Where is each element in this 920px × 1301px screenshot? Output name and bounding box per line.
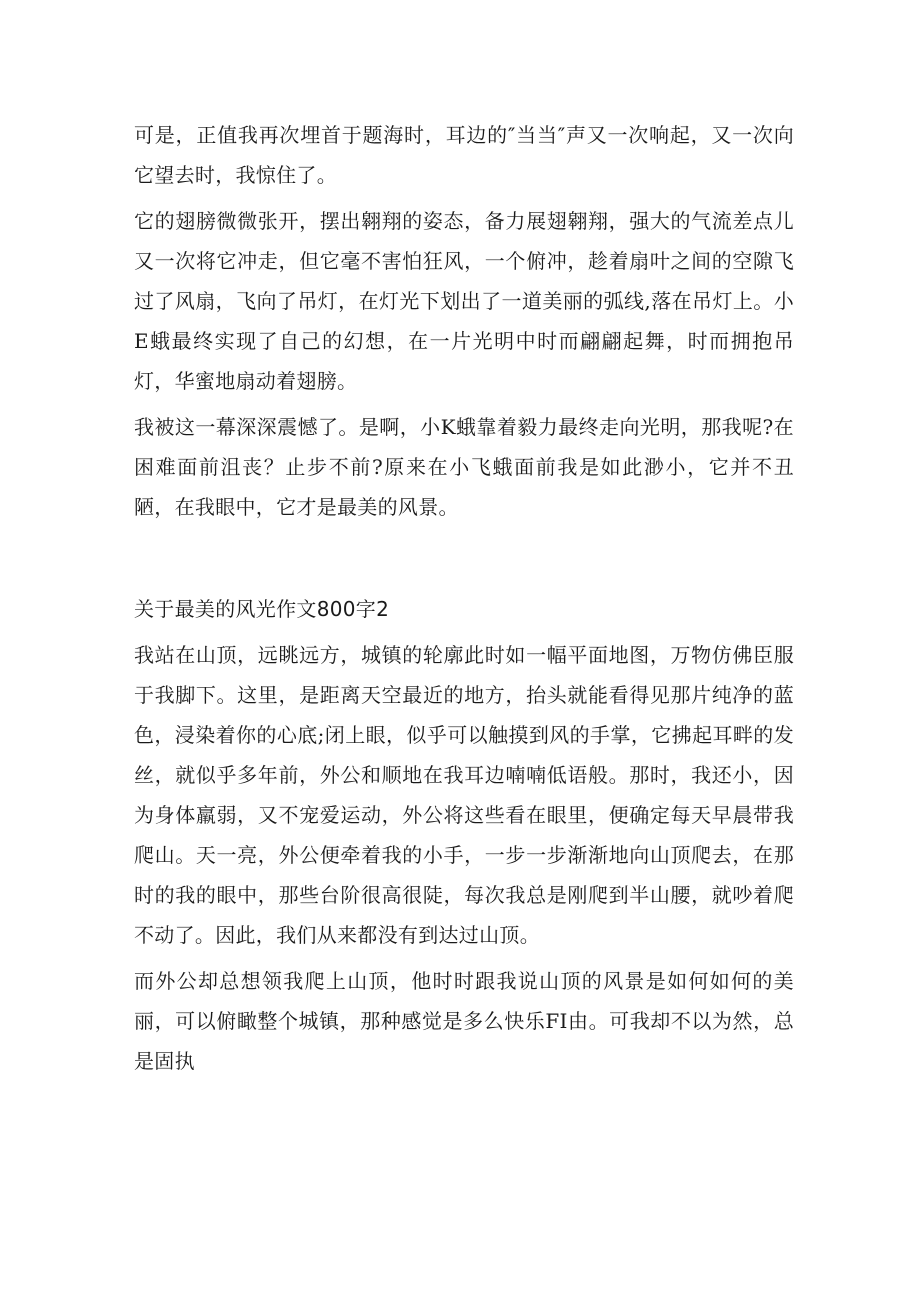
paragraph-2: 它的翅膀微微张开，摆出翱翔的姿态，备力展翅翱翔，强大的气流差点儿又一次将它冲走，但它毫不害怕狂风，一个俯冲，趁着扇叶之间的空隙飞过了风扇，飞向了吊灯，在灯光下划出了一道美丽的弧线,落在吊灯上。小E蛾最终实现了自己的幻想，在一片光明中时而翩翩起舞，时而拥抱吊灯，华蜜地扇动着翅膀。 xyxy=(134,209,794,393)
section-gap xyxy=(134,533,794,589)
section-heading: 关于最美的风光作文800字2 xyxy=(134,597,390,621)
paragraph-3: 我被这一幕深深震憾了。是啊，小K蛾靠着毅力最终走向光明，那我呢?在困难面前沮丧？止步不前?原来在小飞蛾面前我是如此渺小，它并不丑陋，在我眼中，它才是最美的风景。 xyxy=(134,415,794,519)
paragraph-1: 可是，正值我再次埋首于题海时，耳边的″当当″声又一次响起，又一次向它望去时，我惊住了。 xyxy=(134,123,794,187)
paragraph-5: 而外公却总想领我爬上山顶，他时时跟我说山顶的风景是如何如何的美丽，可以俯瞰整个城镇，那种感觉是多么快乐FI由。可我却不以为然，总是固执 xyxy=(134,969,794,1073)
paragraph-4: 我站在山顶，远眺远方，城镇的轮廓此时如一幅平面地图，万物仿佛臣服于我脚下。这里，是距离天空最近的地方，抬头就能看得见那片纯净的蓝色，浸染着你的心底;闭上眼，似乎可以触摸到风的手掌，它拂起耳畔的发丝，就似乎多年前，外公和顺地在我耳边喃喃低语般。那时，我还小，因为身体羸弱，又不宠爱运动，外公将这些看在眼里，便确定每天早晨带我爬山。天一亮，外公便牵着我的小手，一步一步渐渐地向山顶爬去，在那时的我的眼中，那些台阶很高很陡，每次我总是刚爬到半山腰，就吵着爬不动了。因此，我们从来都没有到达过山顶。 xyxy=(134,643,794,947)
document-body xyxy=(134,115,794,1087)
